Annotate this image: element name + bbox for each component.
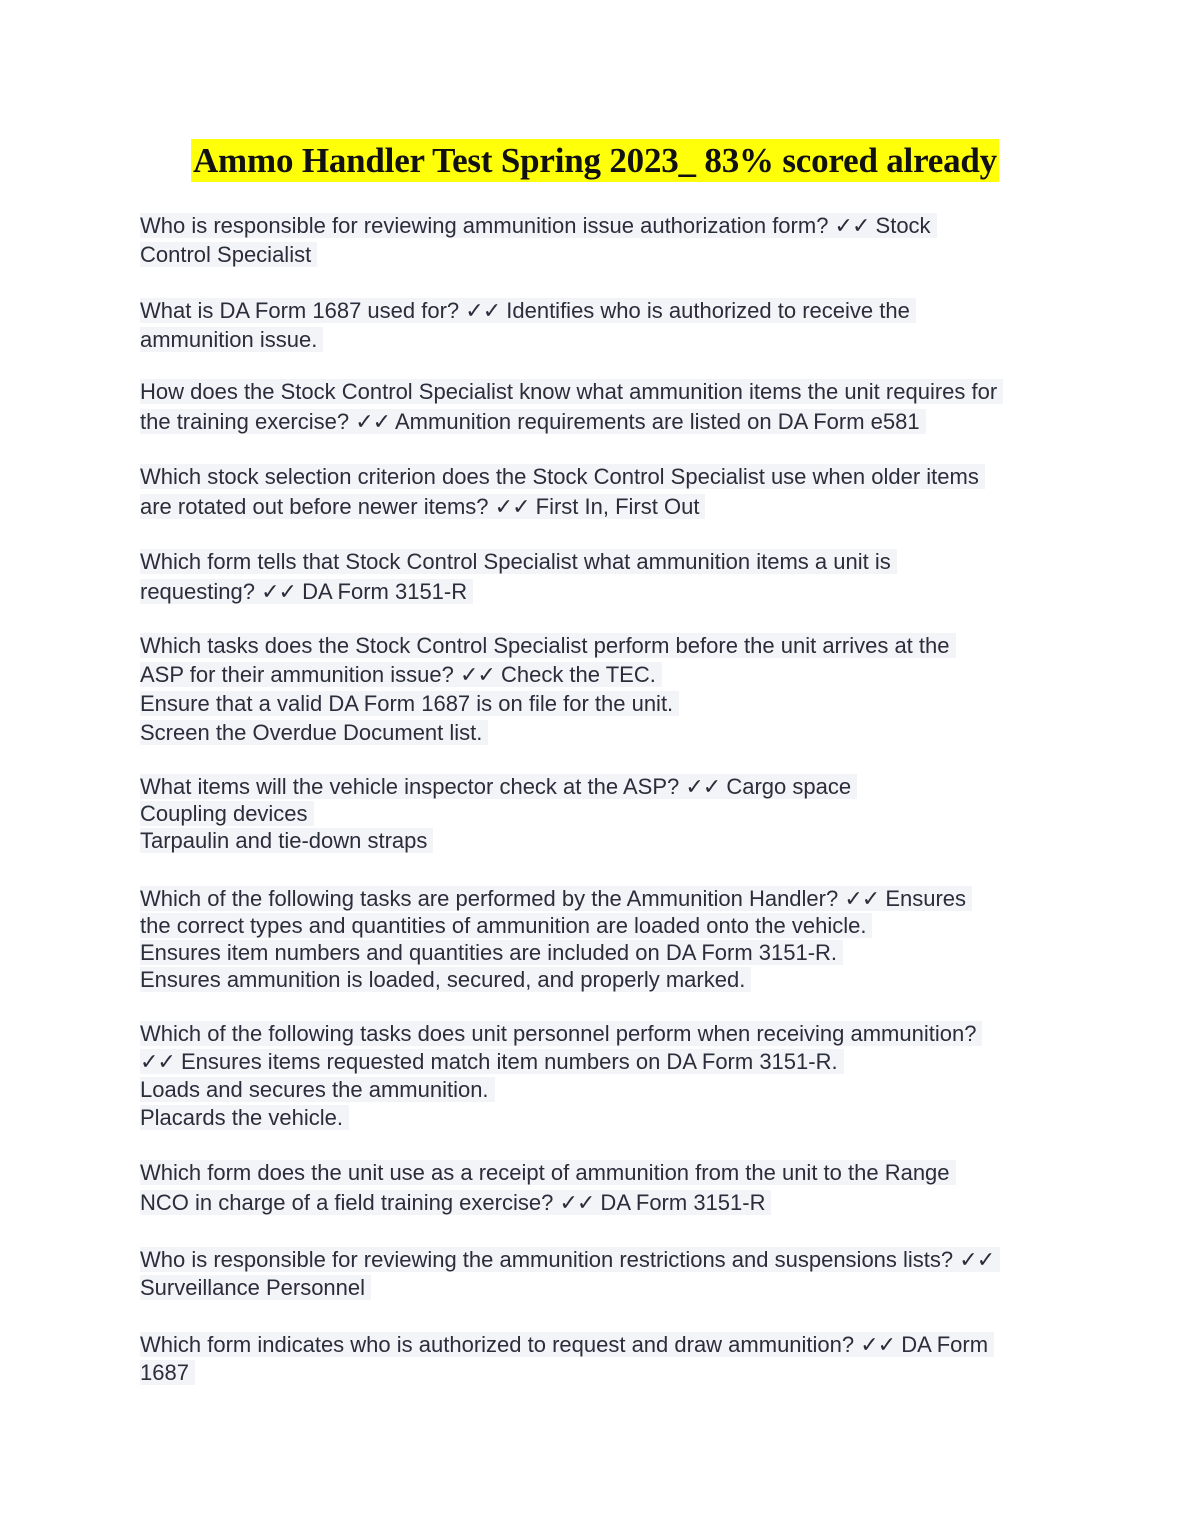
qa-line xyxy=(140,1020,1055,1048)
qa-line-text xyxy=(140,1160,956,1185)
qa-answer: Check the TEC. xyxy=(494,662,656,687)
double-check-icon: ✓✓ xyxy=(140,1049,175,1074)
qa-text: Which of the following tasks are performed by the Ammunition Handler? xyxy=(140,886,845,911)
qa-line xyxy=(140,325,1055,354)
qa-line xyxy=(140,660,1055,689)
qa-line-text xyxy=(140,801,314,826)
qa-line-text xyxy=(140,379,1003,404)
qa-answer: Ensures xyxy=(879,886,967,911)
qa-text: Surveillance Personnel xyxy=(140,1275,366,1300)
qa-line-text xyxy=(140,913,872,938)
qa-item xyxy=(140,211,1055,269)
qa-answer: DA Form 3151-R xyxy=(295,579,468,604)
qa-item xyxy=(140,462,1055,522)
qa-item xyxy=(140,1020,1055,1132)
qa-line xyxy=(140,407,1055,437)
qa-text: the correct types and quantities of ammunition are loaded onto the vehicle. xyxy=(140,913,867,938)
qa-text: the training exercise? xyxy=(140,409,356,434)
qa-line xyxy=(140,1104,1055,1132)
qa-line-text xyxy=(140,494,705,519)
qa-text: Ensure that a valid DA Form 1687 is on file for the unit. xyxy=(140,691,674,716)
qa-answer: Cargo space xyxy=(720,774,852,799)
qa-text: Who is responsible for reviewing ammunition issue authorization form? xyxy=(140,213,835,238)
qa-text: 1687 xyxy=(140,1360,189,1385)
qa-text: Which form tells that Stock Control Specialist what ammunition items a unit is xyxy=(140,549,891,574)
document-title: Ammo Handler Test Spring 2023_ 83% scored already xyxy=(192,141,997,180)
qa-text: Placards the vehicle. xyxy=(140,1105,343,1130)
qa-line-text xyxy=(140,662,662,687)
double-check-icon: ✓✓ xyxy=(494,494,530,519)
qa-line-text xyxy=(140,720,488,745)
qa-line xyxy=(140,912,1055,939)
qa-line xyxy=(140,1359,1055,1387)
title-container xyxy=(0,139,1190,182)
qa-line-text xyxy=(140,1077,495,1102)
qa-line-text xyxy=(140,1360,195,1385)
qa-text: Loads and secures the ammunition. xyxy=(140,1077,489,1102)
qa-answer: Ammunition requirements are listed on DA Form e581 xyxy=(390,409,920,434)
qa-line xyxy=(140,827,1055,854)
qa-line xyxy=(140,1331,1055,1359)
qa-line xyxy=(140,885,1055,912)
qa-line-text xyxy=(140,1190,771,1215)
qa-text: ammunition issue. xyxy=(140,327,318,352)
qa-text: Which form indicates who is authorized to request and draw ammunition? xyxy=(140,1332,861,1357)
qa-line-text xyxy=(140,409,926,434)
qa-line-text xyxy=(140,1247,1000,1272)
qa-line-text xyxy=(140,774,857,799)
qa-text: Which form does the unit use as a receipt of ammunition from the unit to the Range xyxy=(140,1160,950,1185)
qa-text: What items will the vehicle inspector check at the ASP? xyxy=(140,774,686,799)
double-check-icon: ✓✓ xyxy=(465,298,501,323)
qa-line xyxy=(140,1188,1055,1218)
qa-item xyxy=(140,885,1055,993)
qa-line xyxy=(140,966,1055,993)
qa-text: What is DA Form 1687 used for? xyxy=(140,298,466,323)
qa-line-text xyxy=(140,1021,982,1046)
qa-line-text xyxy=(140,886,972,911)
qa-text: Ensures item numbers and quantities are included on DA Form 3151-R. xyxy=(140,940,838,965)
qa-line xyxy=(140,577,1055,607)
qa-line xyxy=(140,718,1055,747)
qa-line xyxy=(140,1158,1055,1188)
qa-text: How does the Stock Control Specialist know what ammunition items the unit requires for xyxy=(140,379,998,404)
qa-item xyxy=(140,1158,1055,1218)
qa-item xyxy=(140,377,1055,437)
qa-item xyxy=(140,1246,1055,1302)
qa-item xyxy=(140,773,1055,854)
qa-answer: DA Form 3151-R xyxy=(594,1190,766,1215)
qa-item xyxy=(140,1331,1055,1387)
qa-answer: Identifies who is authorized to receive the xyxy=(500,298,910,323)
qa-line-text xyxy=(140,327,323,352)
double-check-icon: ✓✓ xyxy=(459,662,495,687)
qa-line xyxy=(140,377,1055,407)
qa-text: NCO in charge of a field training exercise? xyxy=(140,1190,560,1215)
qa-text: Ensures ammunition is loaded, secured, and properly marked. xyxy=(140,967,746,992)
qa-text: Who is responsible for reviewing the ammunition restrictions and suspensions lists? xyxy=(140,1247,960,1272)
qa-line xyxy=(140,631,1055,660)
qa-line xyxy=(140,939,1055,966)
qa-line xyxy=(140,547,1055,577)
qa-text: requesting? xyxy=(140,579,262,604)
qa-line xyxy=(140,1246,1055,1274)
double-check-icon: ✓✓ xyxy=(959,1247,995,1272)
qa-answer: Stock xyxy=(869,213,931,238)
qa-item xyxy=(140,547,1055,607)
qa-text: are rotated out before newer items? xyxy=(140,494,495,519)
double-check-icon: ✓✓ xyxy=(860,1332,896,1357)
qa-line xyxy=(140,492,1055,522)
qa-text: Control Specialist xyxy=(140,242,312,267)
qa-line-text xyxy=(140,464,985,489)
double-check-icon: ✓✓ xyxy=(834,213,870,238)
qa-line-text xyxy=(140,242,317,267)
double-check-icon: ✓✓ xyxy=(685,774,721,799)
qa-line xyxy=(140,462,1055,492)
qa-line xyxy=(140,800,1055,827)
qa-line-text xyxy=(140,967,751,992)
qa-line xyxy=(140,1048,1055,1076)
double-check-icon: ✓✓ xyxy=(559,1190,595,1215)
double-check-icon: ✓✓ xyxy=(261,579,296,604)
qa-line-text xyxy=(140,940,843,965)
qa-line-text xyxy=(140,298,916,323)
qa-line xyxy=(140,296,1055,325)
qa-line-text xyxy=(140,213,937,238)
qa-line xyxy=(140,689,1055,718)
qa-answer: First In, First Out xyxy=(529,494,700,519)
qa-line-text xyxy=(140,579,473,604)
qa-item xyxy=(140,631,1055,747)
qa-line-text xyxy=(140,1049,844,1074)
double-check-icon: ✓✓ xyxy=(844,886,880,911)
qa-text: Screen the Overdue Document list. xyxy=(140,720,483,745)
qa-line-text xyxy=(140,828,433,853)
qa-line-text xyxy=(140,633,956,658)
double-check-icon: ✓✓ xyxy=(355,409,391,434)
qa-line-text xyxy=(140,1275,371,1300)
qa-line-text xyxy=(140,1105,349,1130)
qa-line-text xyxy=(140,691,679,716)
qa-line xyxy=(140,240,1055,269)
qa-text: ASP for their ammunition issue? xyxy=(140,662,460,687)
qa-text: Which of the following tasks does unit personnel perform when receiving ammunition? xyxy=(140,1021,977,1046)
qa-line xyxy=(140,1274,1055,1302)
qa-line xyxy=(140,1076,1055,1104)
qa-line-text xyxy=(140,1332,994,1357)
qa-line xyxy=(140,211,1055,240)
qa-answer: Ensures items requested match item numbers on DA Form 3151-R. xyxy=(174,1049,838,1074)
qa-item xyxy=(140,296,1055,354)
qa-answer: DA Form xyxy=(895,1332,989,1357)
qa-text: Coupling devices xyxy=(140,801,308,826)
qa-line xyxy=(140,773,1055,800)
qa-text: Which stock selection criterion does the Stock Control Specialist use when older items xyxy=(140,464,979,489)
qa-text: Which tasks does the Stock Control Specialist perform before the unit arrives at the xyxy=(140,633,950,658)
qa-text: Tarpaulin and tie-down straps xyxy=(140,828,428,853)
qa-line-text xyxy=(140,549,897,574)
